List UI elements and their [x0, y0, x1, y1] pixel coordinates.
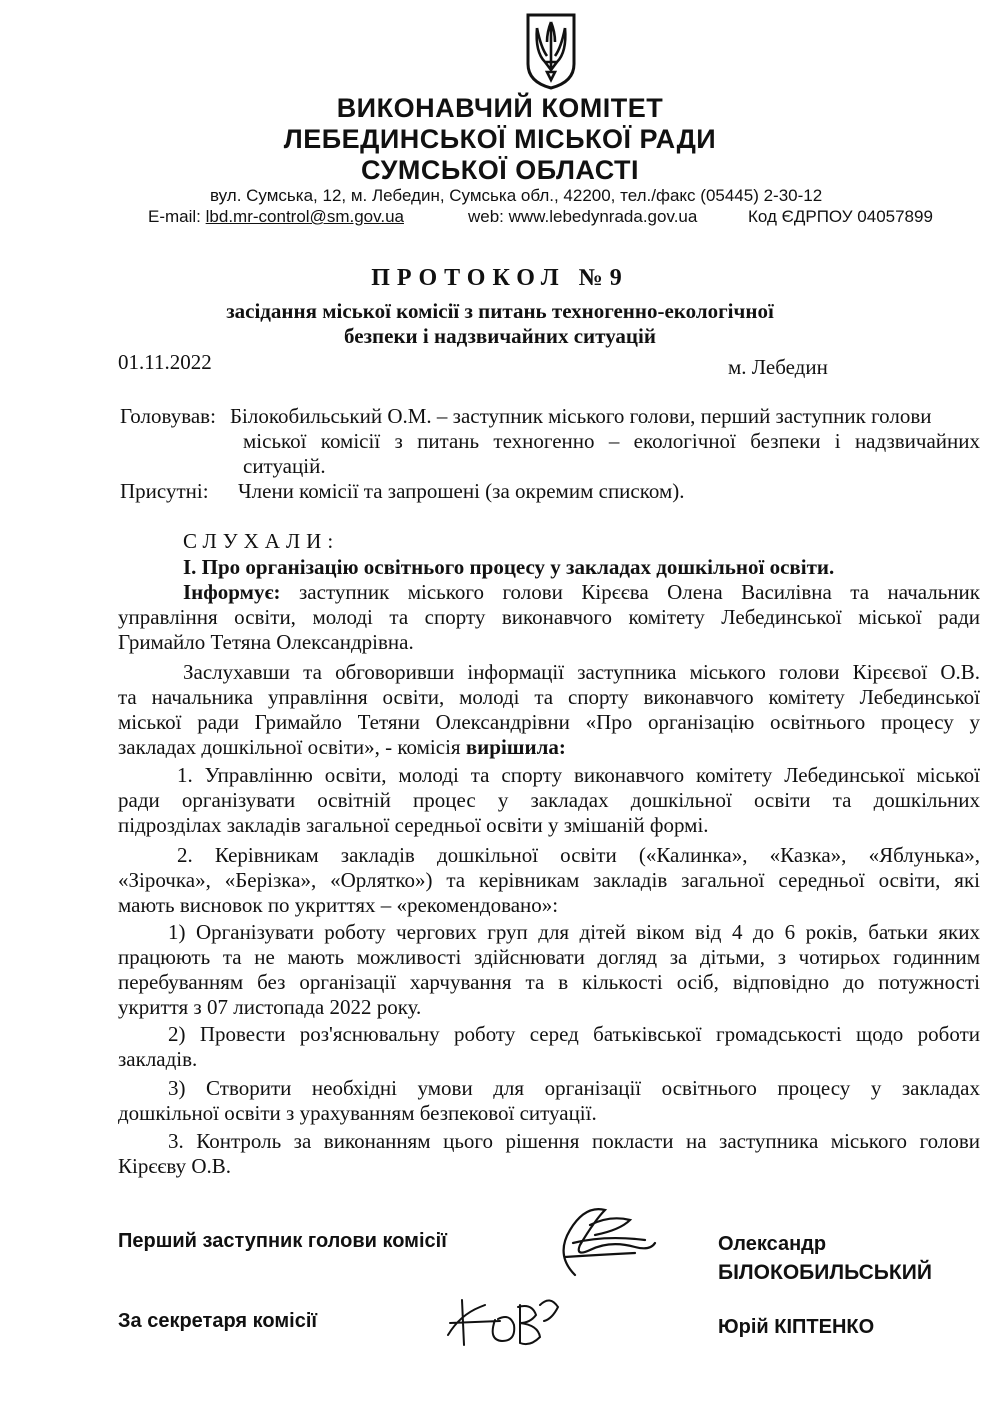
signatory1-role: Перший заступник голови комісії — [118, 1230, 447, 1252]
org-name-line1: ВИКОНАВЧИЙ КОМІТЕТ — [336, 93, 664, 123]
protocol-subtitle-line2: безпеки і надзвичайних ситуацій — [344, 324, 656, 348]
sub2-line2: закладів. — [118, 1047, 198, 1071]
decided-word: вирішила: — [465, 735, 566, 759]
signatory1-given-name: Олександр — [718, 1233, 827, 1255]
decision2-line1: 2. Керівникам закладів дошкільної освіти («Калинка», «Казка», «Яблунька», — [177, 843, 980, 867]
inform-line3: Гримайло Тетяна Олександрівна. — [118, 630, 414, 654]
decision3-line2: Кірєєву О.В. — [118, 1154, 231, 1178]
handwritten-signature-2 — [440, 1285, 570, 1355]
chair-text-line2: міської комісії з питань техногенно – екологічної безпеки і надзвичайних — [243, 429, 980, 453]
protocol-subtitle-line1: засідання міської комісії з питань техногенно-екологічної — [226, 299, 774, 323]
sub1-line3: перебуванням без організації харчування та в кількості осіб, відповідно до потужності — [118, 970, 980, 994]
chair-text-line1: Білокобильський О.М. – заступник міського голови, перший заступник голови — [230, 404, 932, 428]
inform-line2: управління освіти, молоді та спорту виконавчого комітету Лебединської міської ради — [118, 605, 980, 629]
chair-text-line3: ситуацій. — [243, 454, 326, 478]
decision2-line2: «Зірочка», «Берізка», «Орлятко») та керівникам закладів загальної середньої освіти, які — [118, 868, 980, 892]
signatory1-surname: БІЛОКОБИЛЬСЬКИЙ — [718, 1261, 932, 1284]
decision1-line2: ради організувати освітній процес у закладах дошкільної освіти та дошкільних — [118, 788, 980, 812]
inform-text: заступник міського голови Кірєєва Олена Василівна та начальник — [299, 580, 980, 604]
decision1-line3: підрозділах закладів загальної середньої освіти у змішаній формі. — [118, 813, 709, 837]
edrpou-code: Код ЄДРПОУ 04057899 — [748, 207, 933, 226]
sub1-line2: працюють та не мають можливості здійснювати догляд за дітьми, з чотирьох годинним — [118, 945, 980, 969]
org-name-line2: ЛЕБЕДИНСЬКОЇ МІСЬКОЇ РАДИ — [283, 124, 717, 154]
sub2-line1: 2) Провести роз'яснювальну роботу серед батьківської громадськості щодо роботи — [168, 1022, 980, 1046]
agenda-item-title: І. Про організацію освітнього процесу у закладах дошкільної освіти. — [183, 555, 835, 579]
sub1-line4: укриття з 07 листопада 2022 року. — [118, 995, 422, 1019]
para1-line4 — [118, 735, 566, 760]
decision3-line1: 3. Контроль за виконанням цього рішення покласти на заступника міського голови — [168, 1129, 980, 1153]
inform-label: Інформує: — [183, 580, 281, 604]
decision2-line3: мають висновок по укриттях – «рекомендовано»: — [118, 893, 559, 917]
present-label: Присутні: — [120, 479, 209, 503]
email-label: E-mail: — [148, 207, 201, 226]
signatory2-name: Юрій КІПТЕНКО — [718, 1316, 875, 1338]
org-name-line3: СУМСЬКОЇ ОБЛАСТІ — [360, 155, 640, 185]
handwritten-signature-1 — [535, 1195, 665, 1285]
present-text: Члени комісії та запрошені (за окремим списком). — [238, 479, 685, 503]
protocol-place: м. Лебедин — [728, 355, 828, 379]
para1-line2: та начальника управління освіти, молоді та спорту виконавчого комітету Лебединської — [118, 685, 980, 709]
email-link[interactable]: lbd.mr-control@sm.gov.ua — [205, 207, 404, 226]
heard-heading: СЛУХАЛИ: — [183, 529, 340, 553]
para1-line3: міської ради Гримайло Тетяни Олександрівни «Про організацію освітнього процесу у — [118, 710, 980, 734]
sub3-line2: дошкільної освіти з урахуванням безпекової ситуації. — [118, 1101, 597, 1125]
inform-line1 — [183, 580, 980, 605]
sub1-line1: 1) Організувати роботу чергових груп для дітей віком від 4 до 6 років, батьки яких — [168, 920, 980, 944]
signatory2-role: За секретаря комісії — [118, 1310, 317, 1332]
address-line: вул. Сумська, 12, м. Лебедин, Сумська обл., 42200, тел./факс (05445) 2-30-12 — [210, 186, 823, 205]
para1-text: закладах дошкільної освіти», - комісія — [118, 735, 466, 759]
chair-label: Головував: — [120, 404, 216, 428]
sub3-line1: 3) Створити необхідні умови для організації освітнього процесу у закладах — [168, 1076, 980, 1100]
coat-of-arms-emblem — [525, 12, 577, 90]
web-address: web: www.lebedynrada.gov.ua — [468, 207, 698, 226]
decision1-line1: 1. Управлінню освіти, молоді та спорту виконавчого комітету Лебединської міської — [177, 763, 980, 787]
protocol-title: ПРОТОКОЛ №9 — [371, 265, 629, 291]
contact-line — [148, 207, 404, 227]
para1-line1: Заслухавши та обговоривши інформації заступника міського голови Кірєєвої О.В. — [183, 660, 980, 684]
protocol-date: 01.11.2022 — [118, 350, 212, 374]
